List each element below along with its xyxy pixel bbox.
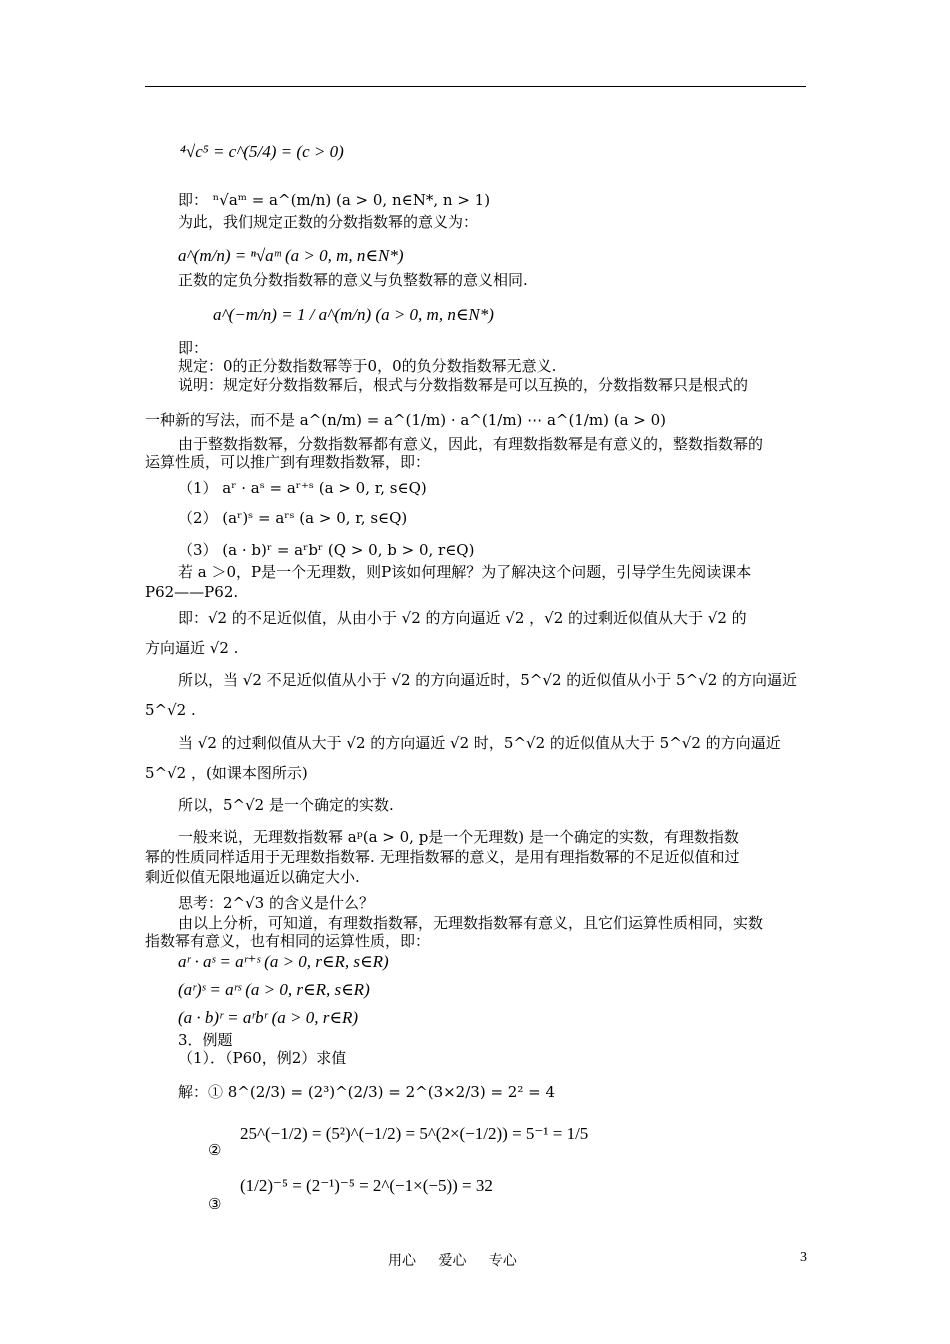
text-line-l26: 幂的性质同样适用于无理数指数幂. 无理指数幂的意义，是用有理指数幂的不足近似值和过 bbox=[145, 848, 740, 866]
text-line-l32: (aʳ)ˢ = aʳˢ (a > 0, r∈R, s∈R) bbox=[178, 980, 370, 999]
text-line-l28: 思考：2^√3 的含义是什么？ bbox=[178, 894, 374, 912]
text-line-l04: a^(m/n) = ⁿ√aᵐ (a > 0, m, n∈N*) bbox=[178, 246, 404, 265]
text-line-l38: ② bbox=[208, 1141, 222, 1159]
text-line-l21: 5^√2 . bbox=[145, 701, 196, 719]
text-line-l02: 即： ⁿ√aᵐ = a^(m/n) (a > 0, n∈N*, n > 1) bbox=[178, 191, 491, 209]
text-line-l37: 25^(−1/2) = (5²)^(−1/2) = 5^(2×(−1/2)) = 5⁻¹ = 1/5 bbox=[240, 1124, 589, 1143]
text-line-l10: 一种新的写法，而不是 a^(n/m) = a^(1/m) · a^(1/m) ⋯ a^(1/m) (a > 0) bbox=[145, 411, 667, 429]
text-line-l25: 一般来说，无理数指数幂 aᵖ(a > 0, p是一个无理数) 是一个确定的实数，有理数指数 bbox=[178, 828, 739, 846]
text-line-l35: （1）．（P60，例2）求值 bbox=[178, 1049, 347, 1067]
text-line-l15: （3） (a · b)ʳ = aʳbʳ (Q > 0, b > 0, r∈Q) bbox=[178, 541, 475, 559]
text-line-l30: 指数幂有意义，也有相同的运算性质，即： bbox=[145, 932, 431, 950]
text-line-l20: 所以，当 √2 不足近似值从小于 √2 的方向逼近时，5^√2 的近似值从小于 5^√2 的方向逼近 bbox=[178, 671, 798, 689]
text-line-l12: 运算性质，可以推广到有理数指数幂，即： bbox=[145, 453, 431, 471]
text-line-l14: （2） (aʳ)ˢ = aʳˢ (a > 0, r, s∈Q) bbox=[178, 509, 408, 527]
page-number: 3 bbox=[800, 1250, 807, 1265]
text-line-l36: 解：① 8^(2/3) = (2³)^(2/3) = 2^(3×2/3) = 2² = 4 bbox=[178, 1083, 555, 1101]
text-line-l33: (a · b)ʳ = aʳbʳ (a > 0, r∈R) bbox=[178, 1008, 359, 1027]
text-line-l27: 剩近似值无限地逼近以确定大小. bbox=[145, 868, 360, 886]
text-line-l08: 规定：0的正分数指数幂等于0，0的负分数指数幂无意义. bbox=[178, 357, 557, 375]
text-line-l07: 即： bbox=[178, 339, 209, 357]
text-line-l22: 当 √2 的过剩似值从大于 √2 的方向逼近 √2 时，5^√2 的近似值从大于 5^√2 的方向逼近 bbox=[178, 734, 781, 752]
text-line-l29: 由以上分析，可知道，有理数指数幂，无理数指数幂有意义，且它们运算性质相同，实数 bbox=[178, 914, 764, 932]
text-line-l34: 3．例题 bbox=[178, 1031, 233, 1049]
text-line-l18: 即：√2 的不足近似值，从由小于 √2 的方向逼近 √2 ，√2 的过剩近似值从大于 √2 的 bbox=[178, 609, 747, 627]
text-line-l09: 说明：规定好分数指数幂后，根式与分数指数幂是可以互换的，分数指数幂只是根式的 bbox=[178, 376, 749, 394]
text-line-l03: 为此，我们规定正数的分数指数幂的意义为： bbox=[178, 213, 479, 231]
text-line-l40: ③ bbox=[208, 1195, 222, 1213]
footer-slogan: 用心 爱心 专心 bbox=[388, 1253, 517, 1269]
text-line-l19: 方向逼近 √2 . bbox=[145, 639, 239, 657]
text-line-l23: 5^√2 ，(如课本图所示) bbox=[145, 764, 308, 782]
text-line-l01: ⁴√c⁵ = c^(5/4) = (c > 0) bbox=[180, 142, 344, 161]
header-rule bbox=[145, 86, 806, 87]
text-line-l16: 若 a ＞0，P是一个无理数，则P该如何理解？为了解决这个问题，引导学生先阅读课本 bbox=[178, 563, 752, 581]
text-line-l13: （1） aʳ · aˢ = aʳ⁺ˢ (a > 0, r, s∈Q) bbox=[178, 479, 427, 497]
text-line-l05: 正数的定负分数指数幂的意义与负整数幂的意义相同. bbox=[178, 271, 528, 289]
text-line-l06: a^(−m/n) = 1 / a^(m/n) (a > 0, m, n∈N*) bbox=[213, 305, 494, 324]
text-line-l39: (1/2)⁻⁵ = (2⁻¹)⁻⁵ = 2^(−1×(−5)) = 32 bbox=[240, 1176, 493, 1195]
text-line-l31: aʳ · aˢ = aʳ⁺ˢ (a > 0, r∈R, s∈R) bbox=[178, 952, 389, 971]
text-line-l17: P62——P62. bbox=[145, 583, 239, 601]
text-line-l11: 由于整数指数幂，分数指数幂都有意义，因此，有理数指数幂是有意义的，整数指数幂的 bbox=[178, 435, 764, 453]
text-line-l24: 所以，5^√2 是一个确定的实数. bbox=[178, 796, 394, 814]
